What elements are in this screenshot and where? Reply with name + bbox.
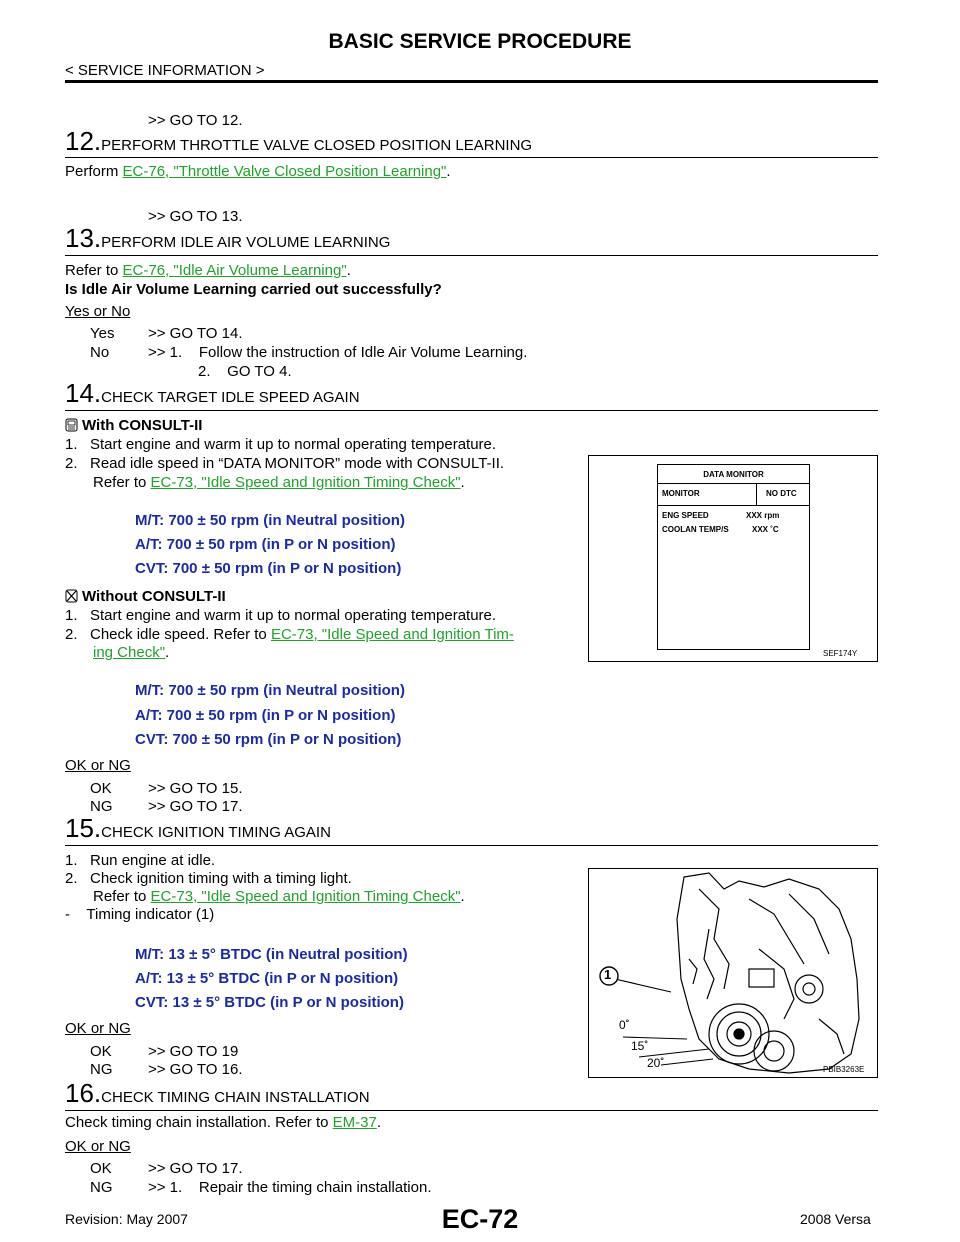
spec-mt-timing: M/T: 13 ± 5° BTDC (in Neutral position)	[135, 946, 408, 963]
eng-speed-label: ENG SPEED	[662, 511, 709, 520]
without-step-2-link2[interactable]: ing Check"	[93, 644, 166, 661]
spec2-cvt-idle: CVT: 700 ± 50 rpm (in P or N position)	[135, 731, 402, 748]
step-15-line-2b-prefix: Refer to	[93, 888, 151, 905]
spec2-at-idle: A/T: 700 ± 50 rpm (in P or N position)	[135, 707, 396, 724]
step-15-line-3: - Timing indicator (1)	[65, 906, 215, 923]
with-step-2b	[93, 474, 465, 491]
step-14-ok-action: >> GO TO 15.	[148, 780, 243, 797]
step-16-number: 16.	[65, 1078, 102, 1108]
step-13-suffix: .	[346, 262, 351, 279]
step-13-prefix: Refer to	[65, 262, 123, 279]
step-15-number: 15.	[65, 813, 102, 843]
step-15-line-2b-suffix: .	[460, 888, 465, 905]
step-12-heading	[65, 128, 532, 154]
header-rule	[65, 80, 878, 83]
without-step-2-prefix: 2. Check idle speed. Refer to	[65, 626, 271, 643]
with-step-2: 2. Read idle speed in “DATA MONITOR” mode with CONSULT-II.	[65, 455, 505, 472]
spec2-mt-idle: M/T: 700 ± 50 rpm (in Neutral position)	[135, 682, 405, 699]
step-16-ok-label: OK	[90, 1160, 112, 1177]
page-number: EC-72	[441, 1204, 519, 1234]
spec-cvt-timing: CVT: 13 ± 5° BTDC (in P or N position)	[135, 994, 404, 1011]
step-14-rule	[65, 410, 878, 411]
screen-rule-2	[658, 505, 809, 506]
screen-divider	[756, 483, 757, 505]
step-13-yes-action: >> GO TO 14.	[148, 325, 243, 342]
goto-13: >> GO TO 13.	[148, 208, 243, 225]
step-15-line-1: 1. Run engine at idle.	[65, 852, 216, 869]
step-13-rule	[65, 255, 878, 256]
step-13-title: PERFORM IDLE AIR VOLUME LEARNING	[101, 234, 391, 251]
with-step-1: 1. Start engine and warm it up to normal operating temperature.	[65, 436, 497, 453]
step-12-number: 12.	[65, 126, 102, 156]
step-13-text	[65, 262, 351, 279]
step-16-prefix: Check timing chain installation. Refer to	[65, 1114, 333, 1131]
step-14-title: CHECK TARGET IDLE SPEED AGAIN	[101, 389, 360, 406]
step-14-number: 14.	[65, 378, 102, 408]
eng-speed-value: XXX rpm	[746, 511, 780, 520]
without-step-1: 1. Start engine and warm it up to normal operating temperature.	[65, 607, 497, 624]
step-16-choice: OK or NG	[65, 1138, 131, 1155]
revision-date: Revision: May 2007	[65, 1211, 188, 1227]
step-15-ng-action: >> GO TO 16.	[148, 1061, 243, 1078]
timing-mark-15: 15˚	[631, 1039, 649, 1053]
figure-2-code: PBIB3263E	[823, 1065, 865, 1074]
step-13-question: Is Idle Air Volume Learning carried out successfully?	[65, 281, 442, 298]
step-14-ok-label: OK	[90, 780, 112, 797]
step-15-ok-action: >> GO TO 19	[148, 1043, 239, 1060]
step-14-ng-label: NG	[90, 798, 113, 815]
with-step-2b-suffix: .	[460, 474, 465, 491]
step-16-ok-action: >> GO TO 17.	[148, 1160, 243, 1177]
step-16-heading	[65, 1080, 370, 1106]
with-consult-label: With CONSULT-II	[82, 417, 203, 434]
no-consult-icon	[65, 589, 78, 607]
model-year: 2008 Versa	[800, 1211, 871, 1227]
step-12-suffix: .	[446, 163, 451, 180]
step-14-heading	[65, 380, 360, 406]
goto-12: >> GO TO 12.	[148, 112, 243, 129]
spec-at-idle: A/T: 700 ± 50 rpm (in P or N position)	[135, 536, 396, 553]
step-16-rule	[65, 1110, 878, 1111]
step-12-text	[65, 163, 451, 180]
step-16-suffix: .	[376, 1114, 381, 1131]
timing-mark-0: 0˚	[619, 1018, 630, 1032]
without-step-2-suffix: .	[165, 644, 170, 661]
step-13-yes-label: Yes	[90, 325, 115, 342]
step-16-link[interactable]: EM-37	[332, 1114, 377, 1131]
step-15-ng-label: NG	[90, 1061, 113, 1078]
step-13-no-action: >> 1. Follow the instruction of Idle Air Volume Learning.	[148, 344, 528, 361]
without-step-2-link[interactable]: EC-73, "Idle Speed and Ignition Tim-	[270, 626, 514, 643]
step-15-rule	[65, 845, 878, 846]
spec-mt-idle: M/T: 700 ± 50 rpm (in Neutral position)	[135, 512, 405, 529]
consult-icon	[65, 418, 78, 436]
timing-callout-1: 1	[604, 967, 612, 982]
step-13-choice: Yes or No	[65, 303, 131, 320]
step-12-title: PERFORM THROTTLE VALVE CLOSED POSITION LEARNING	[101, 137, 533, 154]
data-monitor-figure	[588, 455, 878, 662]
step-13-no-label: No	[90, 344, 110, 361]
with-step-2b-link[interactable]: EC-73, "Idle Speed and Ignition Timing Check"	[150, 474, 461, 491]
coolant-temp-label: COOLAN TEMP/S	[662, 525, 729, 534]
spec-cvt-idle: CVT: 700 ± 50 rpm (in P or N position)	[135, 560, 402, 577]
coolant-temp-value: XXX ˚C	[752, 525, 779, 534]
step-13-number: 13.	[65, 223, 102, 253]
monitor-column-label: MONITOR	[662, 489, 700, 498]
data-monitor-screen	[657, 464, 810, 650]
spec-at-timing: A/T: 13 ± 5° BTDC (in P or N position)	[135, 970, 399, 987]
screen-rule-1	[658, 483, 809, 484]
step-15-line-2b	[93, 888, 465, 905]
no-dtc-label: NO DTC	[766, 489, 797, 498]
step-15-title: CHECK IGNITION TIMING AGAIN	[101, 824, 331, 841]
step-12-prefix: Perform	[65, 163, 123, 180]
step-15-heading	[65, 815, 331, 841]
step-13-no-action2: 2. GO TO 4.	[198, 363, 292, 380]
page-title: BASIC SERVICE PROCEDURE	[328, 30, 632, 53]
step-14-choice: OK or NG	[65, 757, 131, 774]
with-consult-line	[65, 417, 202, 436]
step-15-line-2: 2. Check ignition timing with a timing light.	[65, 870, 352, 887]
step-15-link[interactable]: EC-73, "Idle Speed and Ignition Timing Check"	[150, 888, 461, 905]
step-16-text	[65, 1114, 381, 1131]
ignition-timing-figure	[588, 868, 878, 1078]
without-step-2b	[93, 644, 169, 661]
step-14-ng-action: >> GO TO 17.	[148, 798, 243, 815]
step-13-heading	[65, 225, 390, 251]
step-15-ok-label: OK	[90, 1043, 112, 1060]
with-step-2b-prefix: Refer to	[93, 474, 151, 491]
step-12-rule	[65, 157, 878, 158]
without-step-2	[65, 626, 514, 643]
step-12-link[interactable]: EC-76, "Throttle Valve Closed Position Learning"	[122, 163, 447, 180]
step-16-title: CHECK TIMING CHAIN INSTALLATION	[101, 1089, 370, 1106]
figure-1-code: SEF174Y	[823, 649, 858, 658]
step-16-ng-action: >> 1. Repair the timing chain installation.	[148, 1179, 432, 1196]
step-16-ng-label: NG	[90, 1179, 113, 1196]
step-13-link[interactable]: EC-76, "Idle Air Volume Learning"	[122, 262, 347, 279]
without-consult-label: Without CONSULT-II	[82, 588, 226, 605]
section-subtitle: < SERVICE INFORMATION >	[65, 62, 265, 79]
data-monitor-title: DATA MONITOR	[703, 470, 764, 479]
without-consult-line	[65, 588, 226, 607]
timing-mark-20: 20˚	[647, 1056, 665, 1070]
step-15-choice: OK or NG	[65, 1020, 131, 1037]
